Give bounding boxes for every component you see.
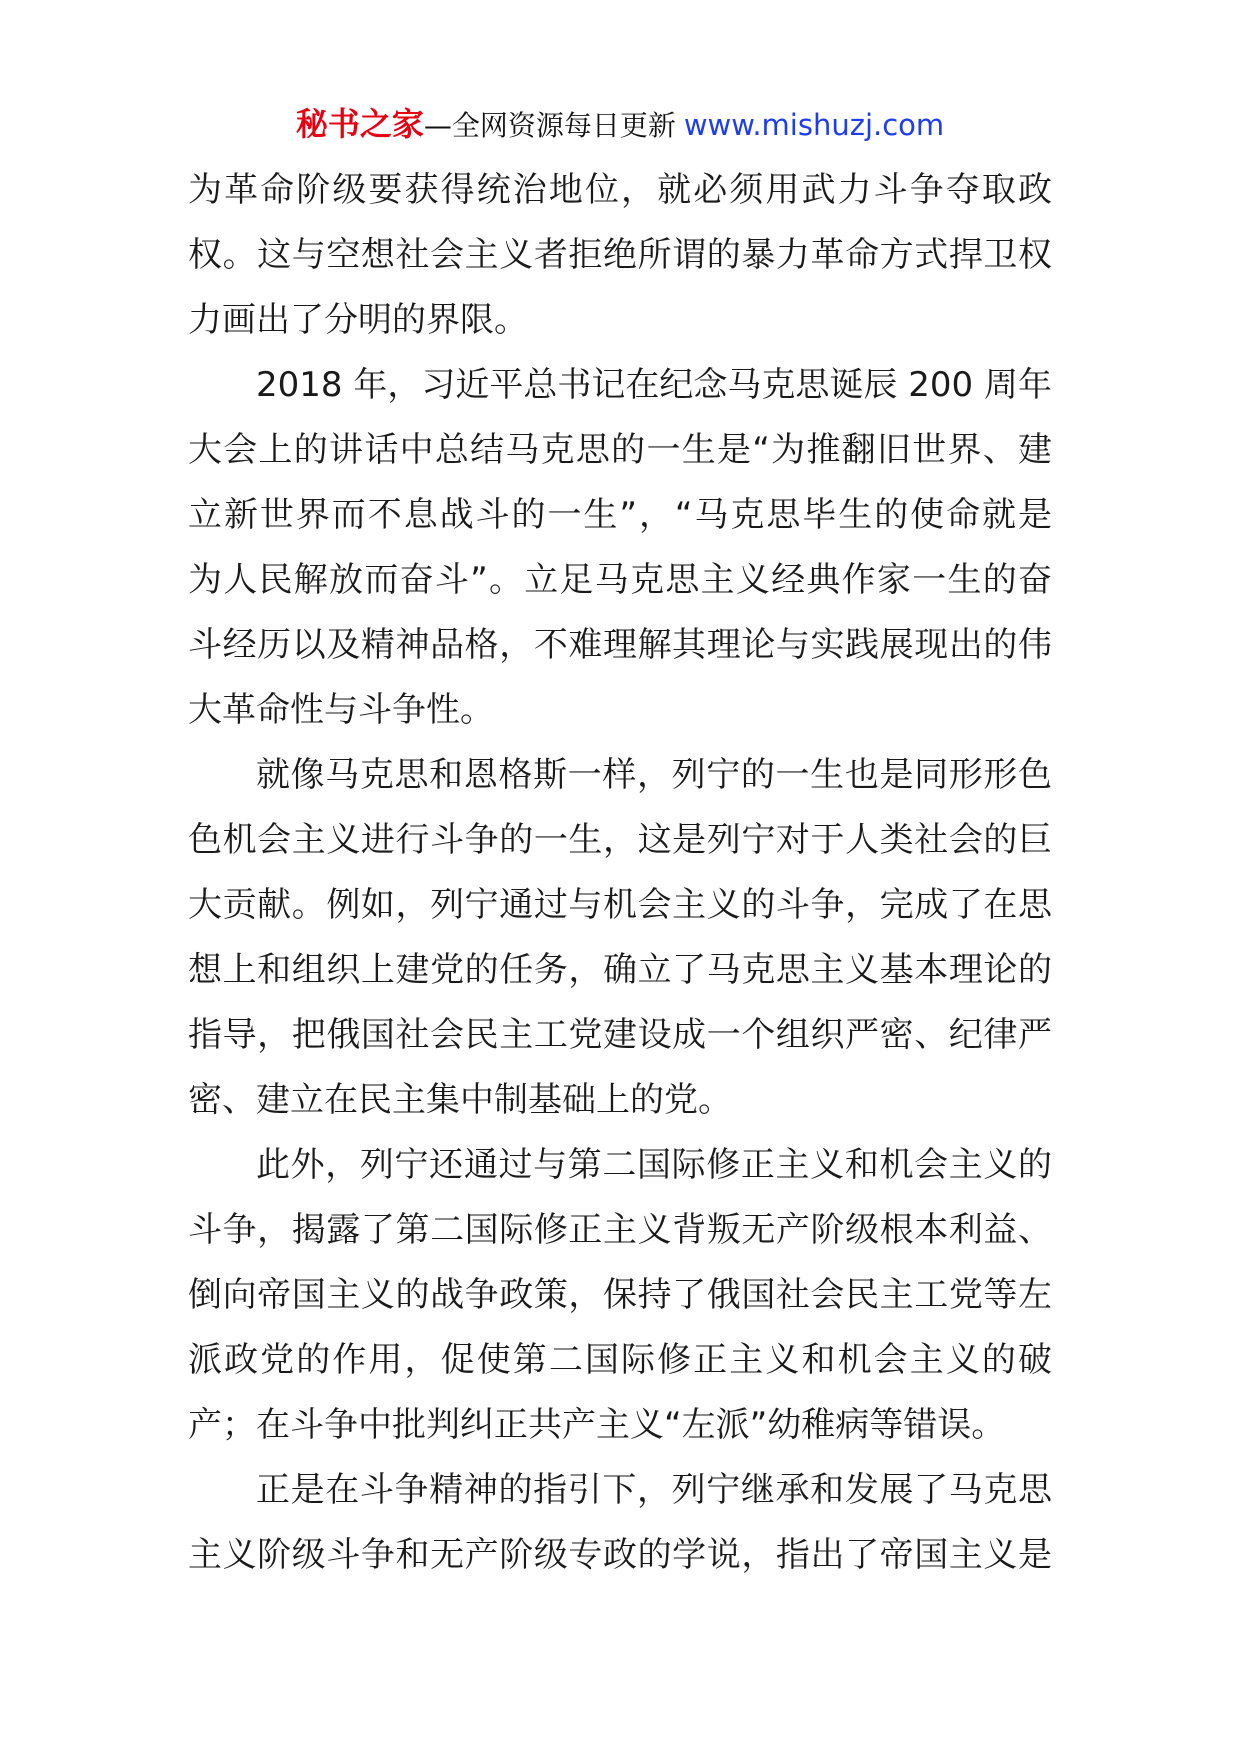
paragraph [188, 353, 1052, 743]
text-line: 就像马克思和恩格斯一样，列宁的一生也是同形形色 [256, 755, 1052, 795]
text-line: 2018 年，习近平总书记在纪念马克思诞辰 200 周年 [256, 365, 1052, 405]
text-line: 倒向帝国主义的战争政策，保持了俄国社会民主工党等左 [188, 1275, 1052, 1315]
paragraph [188, 158, 1052, 353]
text-line: 立新世界而不息战斗的一生”，“马克思毕生的使命就是 [188, 495, 1052, 535]
text-line: 权。这与空想社会主义者拒绝所谓的暴力革命方式捍卫权 [188, 235, 1052, 275]
text-line: 此外，列宁还通过与第二国际修正主义和机会主义的 [256, 1145, 1052, 1185]
paragraph [188, 1133, 1052, 1458]
text-line: 密、建立在民主集中制基础上的党。 [188, 1080, 732, 1120]
document-body [188, 158, 1052, 1588]
paragraph [188, 1458, 1052, 1588]
page-header [0, 92, 1240, 157]
text-line: 大会上的讲话中总结马克思的一生是“为推翻旧世界、建 [188, 430, 1052, 470]
text-line: 大贡献。例如，列宁通过与机会主义的斗争，完成了在思 [188, 885, 1052, 925]
text-line: 斗经历以及精神品格，不难理解其理论与实践展现出的伟 [188, 625, 1052, 665]
text-line: 为革命阶级要获得统治地位，就必须用武力斗争夺取政 [188, 170, 1052, 210]
text-line: 正是在斗争精神的指引下，列宁继承和发展了马克思 [256, 1470, 1052, 1510]
header-slogan: —全网资源每日更新 [423, 109, 676, 142]
text-line: 大革命性与斗争性。 [188, 690, 494, 730]
text-line: 力画出了分明的界限。 [188, 300, 528, 340]
brand-name: 秘书之家 [295, 105, 424, 143]
text-line: 为人民解放而奋斗”。立足马克思主义经典作家一生的奋 [188, 560, 1052, 600]
text-line: 主义阶级斗争和无产阶级专政的学说，指出了帝国主义是 [188, 1535, 1052, 1575]
text-line: 产；在斗争中批判纠正共产主义“左派”幼稚病等错误。 [188, 1405, 1006, 1445]
text-line: 色机会主义进行斗争的一生，这是列宁对于人类社会的巨 [188, 820, 1052, 860]
text-line: 斗争，揭露了第二国际修正主义背叛无产阶级根本利益、 [188, 1210, 1052, 1250]
text-line: 派政党的作用，促使第二国际修正主义和机会主义的破 [188, 1340, 1052, 1380]
text-line: 想上和组织上建党的任务，确立了马克思主义基本理论的 [188, 950, 1052, 990]
site-url-link[interactable]: www.mishuzj.com [683, 108, 945, 142]
paragraph [188, 743, 1052, 1133]
text-line: 指导，把俄国社会民主工党建设成一个组织严密、纪律严 [188, 1015, 1052, 1055]
